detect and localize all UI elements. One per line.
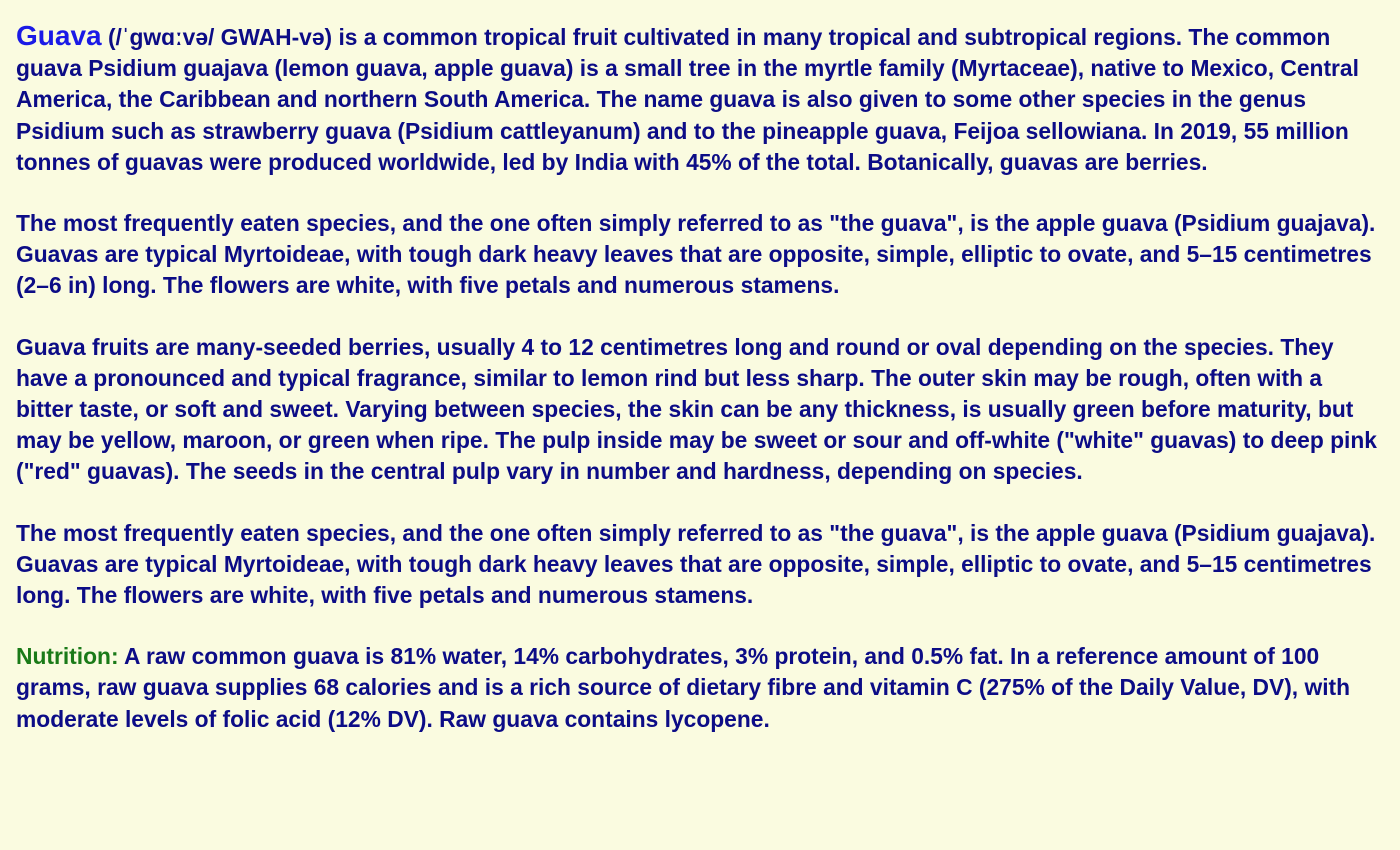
intro-text: (/ˈɡwɑːvə/ GWAH-və) is a common tropical fruit cultivated in many tropical and subtropical regions. The common guava Psidium guajava (lemon guava, apple guava) is a small tree in the myrtle family (Myrtaceae), native to Mexico, Central America, the Caribbean and northern South America. The name guava is also given to some other species in the genus Psidium such as strawberry guava (Psidium cattleyanum) and to the pineapple guava, Feijoa sellowiana. In 2019, 55 million tonnes of guavas were produced worldwide, led by India with 45% of the total. Botanically, guavas are berries.	[16, 24, 1359, 175]
intro-paragraph	[16, 20, 1384, 178]
paragraph-spacer	[16, 302, 1384, 332]
paragraph-spacer	[16, 488, 1384, 518]
paragraph-spacer	[16, 611, 1384, 641]
species-paragraph: The most frequently eaten species, and the one often simply referred to as "the guava", is the apple guava (Psidium guajava). Guavas are typical Myrtoideae, with tough dark heavy leaves that are opposite, simple, elliptic to ovate, and 5–15 centimetres (2–6 in) long. The flowers are white, with five petals and numerous stamens.	[16, 210, 1376, 299]
nutrition-label: Nutrition:	[16, 643, 119, 670]
nutrition-paragraph	[16, 641, 1384, 735]
paragraph-spacer	[16, 178, 1384, 208]
fruit-description-paragraph: Guava fruits are many-seeded berries, usually 4 to 12 centimetres long and round or oval depending on the species. They have a pronounced and typical fragrance, similar to lemon rind but less sharp. The outer skin may be rough, often with a bitter taste, or soft and sweet. Varying between species, the skin can be any thickness, is usually green before maturity, but may be yellow, maroon, or green when ripe. The pulp inside may be sweet or sour and off-white ("white" guavas) to deep pink ("red" guavas). The seeds in the central pulp vary in number and hardness, depending on species.	[16, 333, 1377, 485]
page-title: Guava	[16, 20, 102, 51]
species-paragraph-repeat: The most frequently eaten species, and the one often simply referred to as "the guava", is the apple guava (Psidium guajava). Guavas are typical Myrtoideae, with tough dark heavy leaves that are opposite, simple, elliptic to ovate, and 5–15 centimetres long. The flowers are white, with five petals and numerous stamens.	[16, 519, 1376, 609]
nutrition-text: A raw common guava is 81% water, 14% carbohydrates, 3% protein, and 0.5% fat. In a reference amount of 100 grams, raw guava supplies 68 calories and is a rich source of dietary fibre and vitamin C (275% of the Daily Value, DV), with moderate levels of folic acid (12% DV). Raw guava contains lycopene.	[16, 643, 1351, 732]
